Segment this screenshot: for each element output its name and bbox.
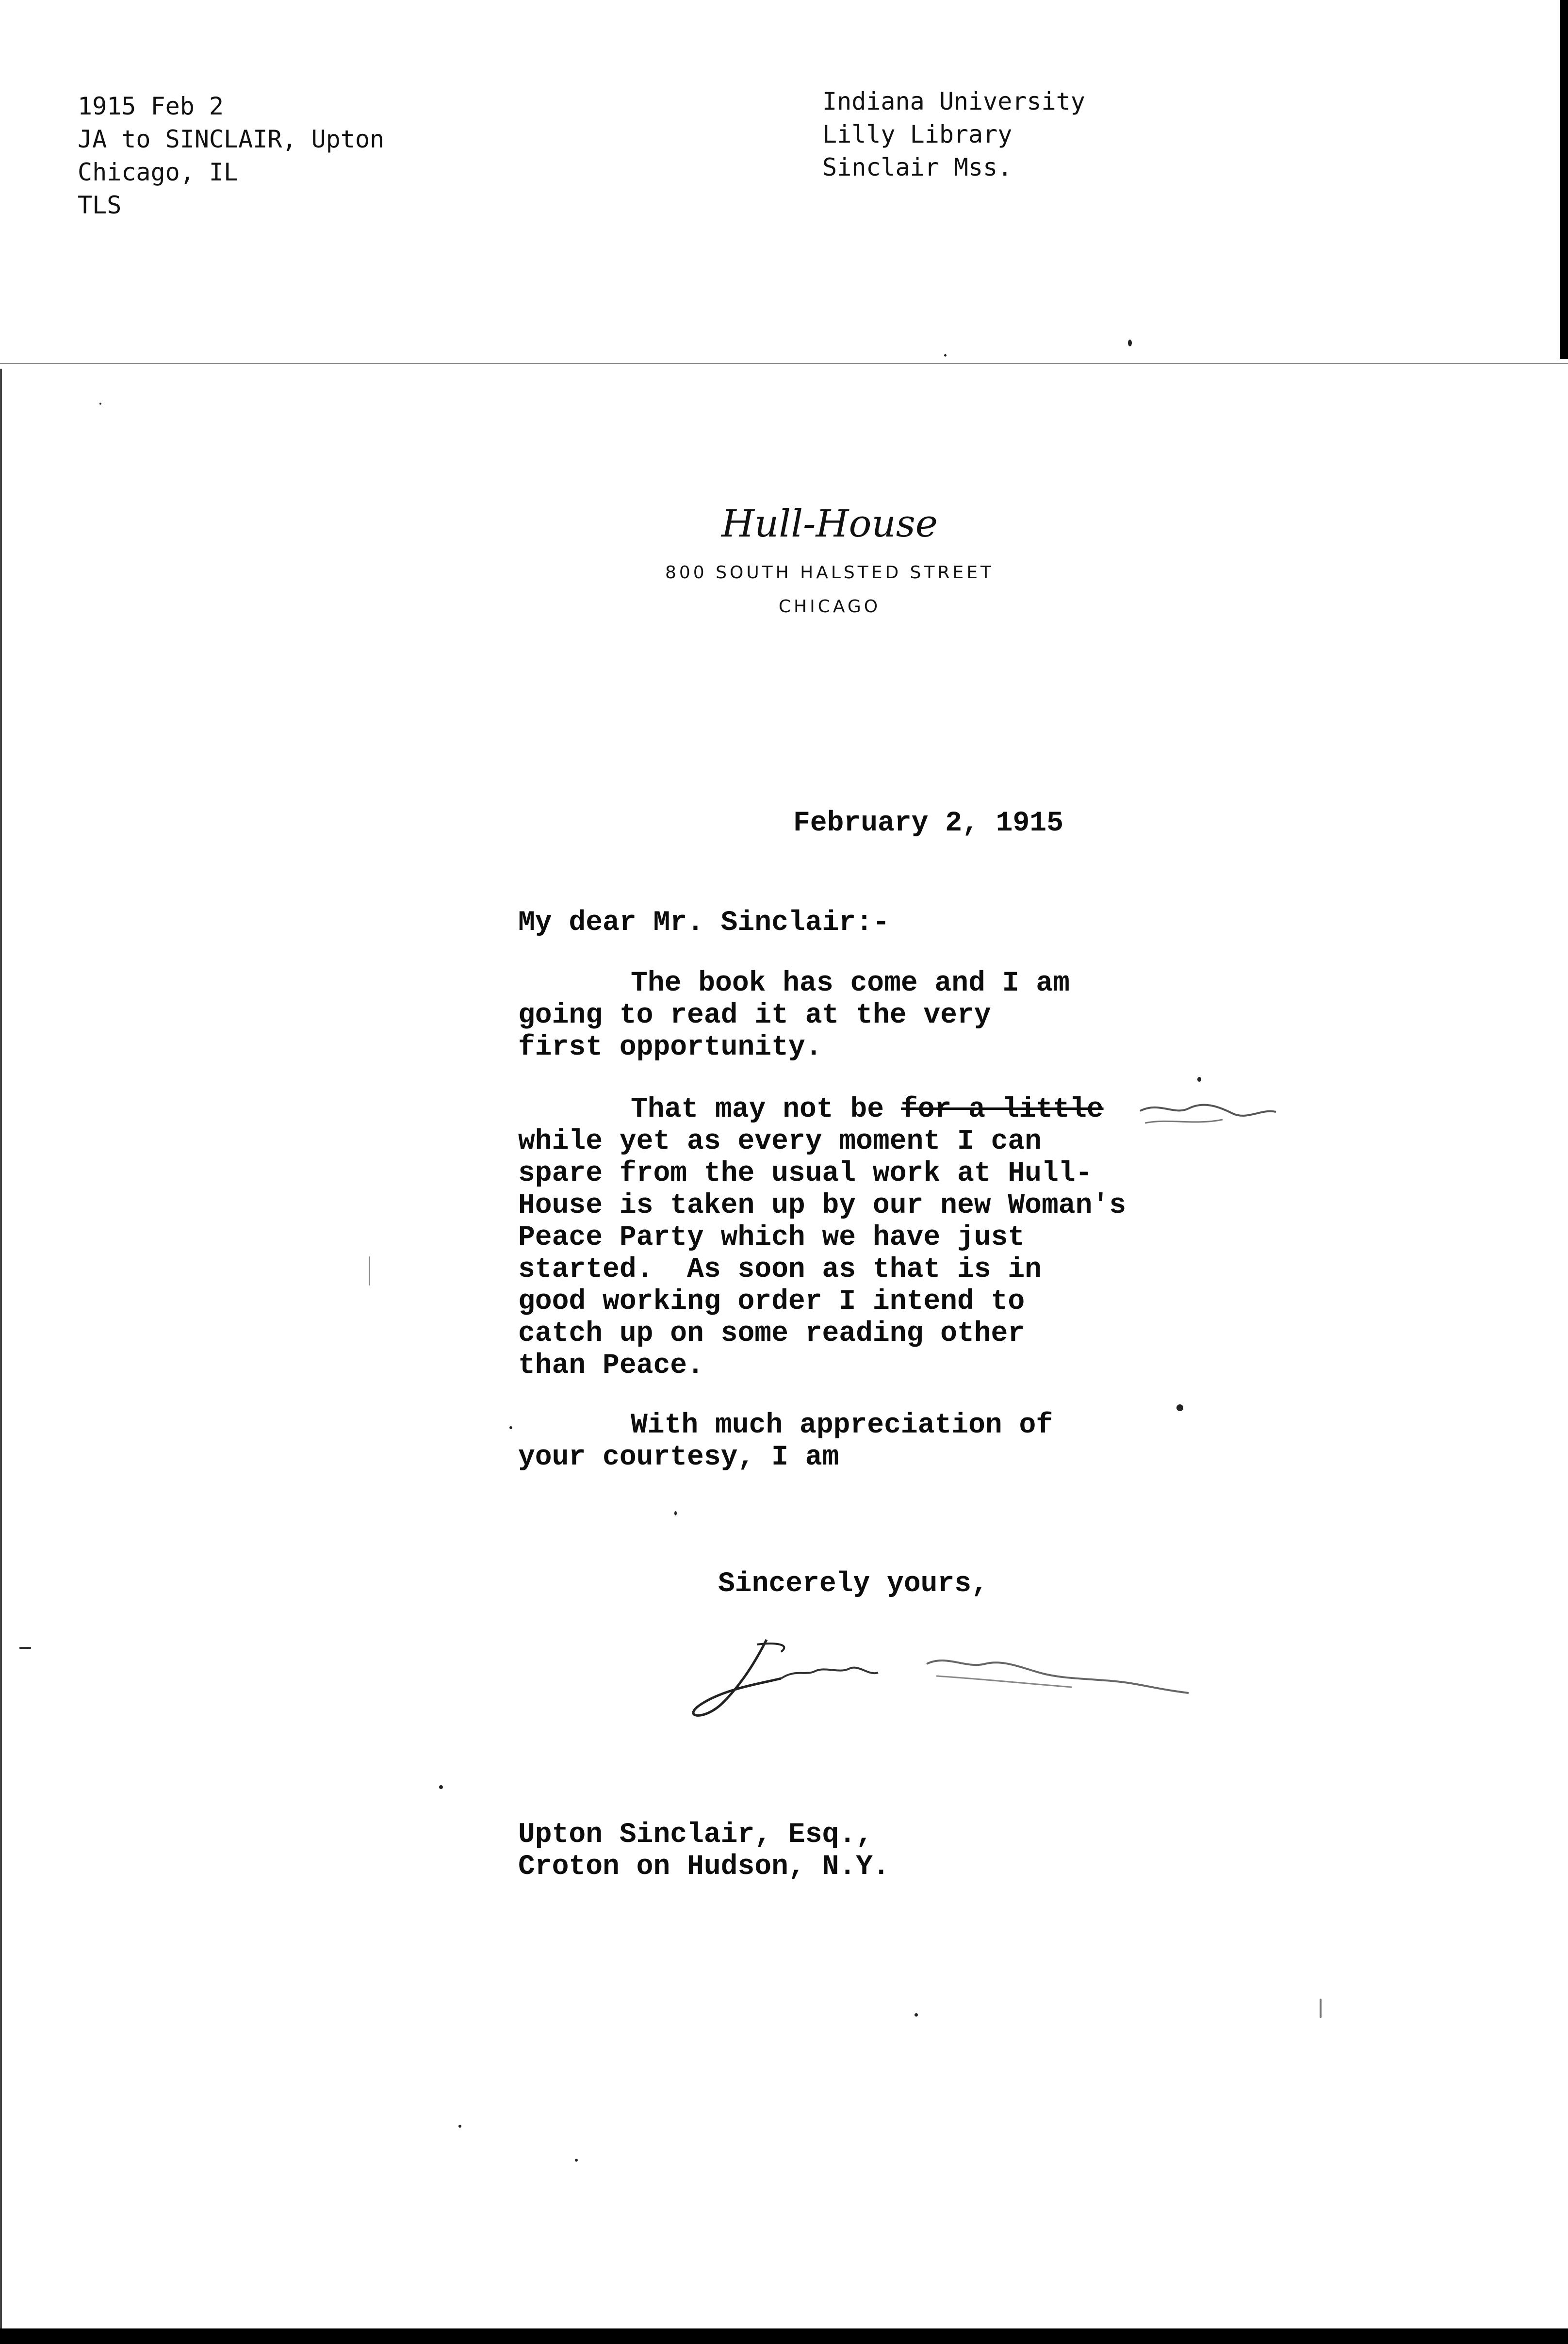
catalog-correspondents: JA to SINCLAIR, Upton — [78, 125, 385, 153]
scan-speck — [1197, 1077, 1201, 1082]
paragraph-2-line: spare from the usual work at Hull- — [518, 1158, 1093, 1189]
paragraph-2-line: than Peace. — [518, 1350, 704, 1382]
repository-library: Lilly Library — [822, 120, 1013, 148]
scan-speck — [674, 1511, 677, 1515]
paragraph-3-line: your courtesy, I am — [518, 1442, 839, 1473]
scan-speck — [439, 1785, 443, 1789]
scan-speck — [99, 403, 101, 405]
scan-speck — [575, 2159, 578, 2162]
scan-speck — [458, 2125, 461, 2128]
repository-university: Indiana University — [822, 87, 1085, 115]
paragraph-1-line: The book has come and I am — [631, 968, 1070, 999]
closing: Sincerely yours, — [718, 1568, 988, 1600]
salutation: My dear Mr. Sinclair:- — [518, 907, 890, 939]
catalog-type: TLS — [78, 191, 122, 219]
signature — [684, 1630, 1208, 1737]
paragraph-2-line: while yet as every moment I can — [518, 1126, 1042, 1157]
catalog-place: Chicago, IL — [78, 158, 239, 186]
scan-speck — [509, 1426, 512, 1429]
scan-speck — [915, 2013, 918, 2017]
scan-speck — [369, 1256, 370, 1286]
scan-speck — [1128, 340, 1132, 346]
sheet-overlap-line — [0, 363, 1568, 364]
letterhead-city: CHICAGO — [778, 597, 881, 617]
scan-speck — [19, 1647, 31, 1649]
scan-speck — [1176, 1404, 1183, 1411]
scan-edge-top-right — [1560, 0, 1568, 359]
paragraph-2-line: good working order I intend to — [518, 1286, 1025, 1318]
repository-collection: Sinclair Mss. — [822, 153, 1013, 181]
catalog-date: 1915 Feb 2 — [78, 92, 224, 120]
paragraph-2-text: That may not be — [631, 1094, 901, 1125]
letter-date: February 2, 1915 — [793, 808, 1063, 839]
addressee-address: Croton on Hudson, N.Y. — [518, 1851, 890, 1883]
paragraph-2-line — [631, 1094, 1104, 1126]
letterhead-name: Hull-House — [721, 502, 938, 546]
paragraph-2-line: House is taken up by our new Woman's — [518, 1190, 1127, 1221]
scan-edge-left — [0, 369, 2, 2328]
paragraph-1-line: first opportunity. — [518, 1032, 822, 1063]
paragraph-3-line: With much appreciation of — [631, 1410, 1053, 1441]
paragraph-1-line: going to read it at the very — [518, 1000, 991, 1031]
paragraph-2-line: started. As soon as that is in — [518, 1254, 1042, 1286]
scan-edge-bottom — [0, 2328, 1568, 2344]
scan-speck — [1320, 1999, 1322, 2018]
handwritten-insertion — [1130, 1087, 1286, 1140]
struck-text: for a little — [900, 1094, 1104, 1125]
letterhead-street: 800 SOUTH HALSTED STREET — [665, 563, 995, 583]
paragraph-2-line: catch up on some reading other — [518, 1318, 1025, 1350]
scan-speck — [944, 354, 947, 357]
paragraph-2-line: Peace Party which we have just — [518, 1222, 1025, 1253]
addressee-name: Upton Sinclair, Esq., — [518, 1819, 873, 1851]
